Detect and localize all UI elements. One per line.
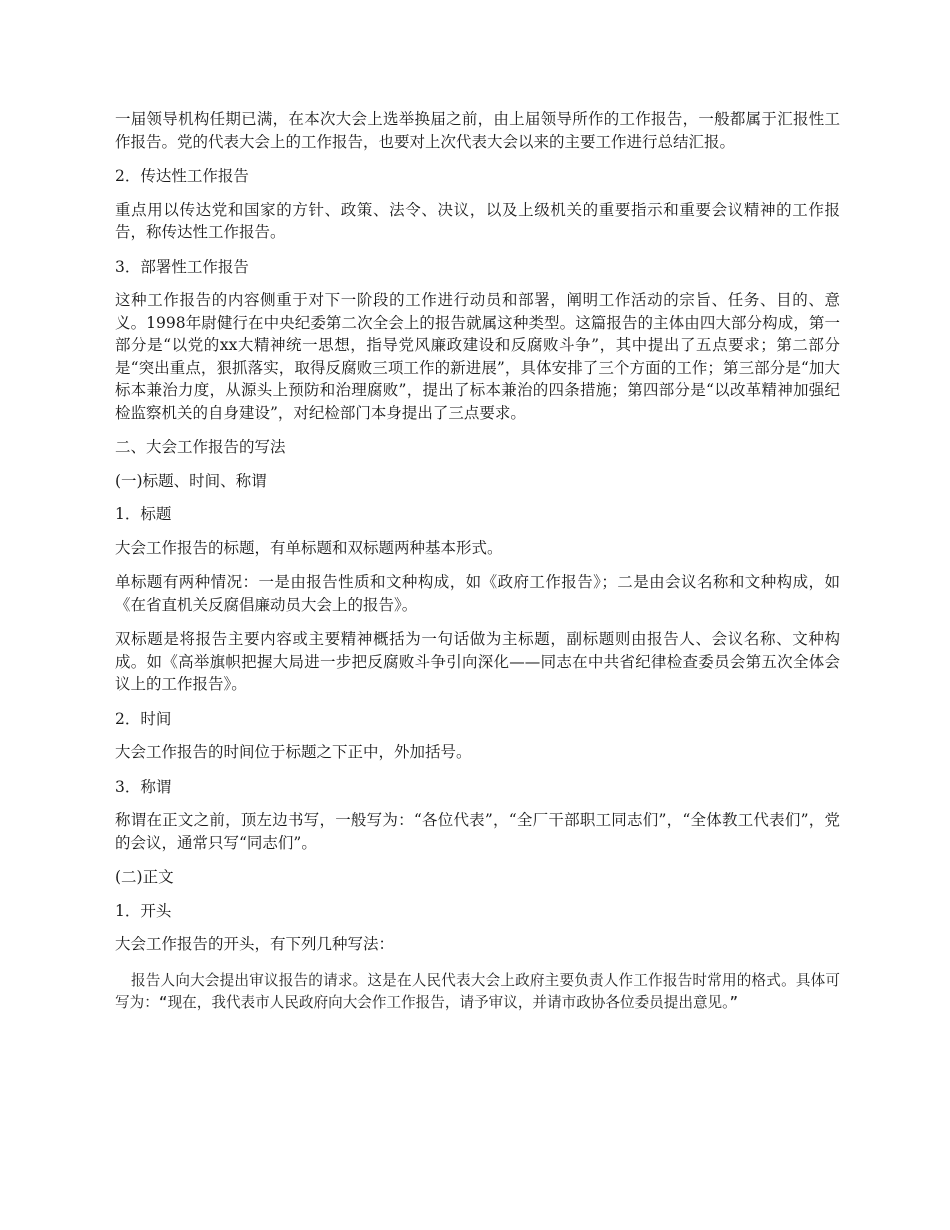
paragraph-double-title: 双标题是将报告主要内容或主要精神概括为一句话做为主标题，副标题则由报告人、会议名称、文种构成。如《高举旗帜把握大局进一步把反腐败斗争引向深化——同志在中共省纪律检查委员会第五次全体会议上的工作报告》。 — [115, 630, 840, 693]
heading-main-body: (二)正文 — [115, 868, 174, 886]
document-page — [115, 108, 840, 1026]
heading-title: 1．标题 — [115, 505, 172, 523]
heading-deployment-report: 3．部署性工作报告 — [115, 257, 249, 276]
paragraph-single-title: 单标题有两种情况：一是由报告性质和文种构成，如《政府工作报告》；二是由会议名称和文种构成，如《在省直机关反腐倡廉动员大会上的报告》。 — [115, 573, 840, 614]
heading-writing-method: 二、大会工作报告的写法 — [115, 438, 286, 456]
paragraph-opening-example: 报告人向大会提出审议报告的请求。这是在人民代表大会上政府主要负责人作工作报告时常用的格式。具体可写为：“现在，我代表市人民政府向大会作工作报告，请予审议，并请市政协各位委员提出意见。” — [115, 971, 840, 1011]
paragraph-time: 大会工作报告的时间位于标题之下正中，外加括号。 — [115, 743, 472, 761]
paragraph-salutation: 称谓在正文之前，顶左边书写，一般写为：“各位代表”，“全厂干部职工同志们”，“全体教工代表们”，党的会议，通常只写“同志们”。 — [115, 811, 840, 852]
heading-opening: 1．开头 — [115, 901, 172, 920]
paragraph-opening-methods: 大会工作报告的开头，有下列几种写法： — [115, 935, 395, 953]
paragraph-conveying-report: 重点用以传达党和国家的方针、政策、法令、决议，以及上级机关的重要指示和重要会议精神的工作报告，称传达性工作报告。 — [115, 200, 840, 241]
paragraph-deployment-report: 这种工作报告的内容侧重于对下一阶段的工作进行动员和部署，阐明工作活动的宗旨、任务、目的、意义。1998年尉健行在中央纪委第二次全会上的报告就属这种类型。这篇报告的主体由四大部分构成，第一部分是“以党的xx大精神统一思想，指导党风廉政建设和反腐败斗争”，其中提出了五点要求；第二部分是“突出重点，狠抓落实，取得反腐败三项工作的新进展”，具体安排了三个方面的工作；第三部分是“加大标本兼治力度，从源头上预防和治理腐败”，提出了标本兼治的四条措施；第四部分是“以改革精神加强纪检监察机关的自身建设”，对纪检部门本身提出了三点要求。 — [115, 291, 840, 422]
paragraph-title-forms: 大会工作报告的标题，有单标题和双标题两种基本形式。 — [115, 538, 503, 557]
heading-title-time-salutation: (一)标题、时间、称谓 — [115, 471, 267, 490]
heading-salutation: 3．称谓 — [115, 777, 172, 796]
heading-conveying-report: 2．传达性工作报告 — [115, 167, 249, 185]
heading-time: 2．时间 — [115, 709, 172, 728]
paragraph-report-summary: 一届领导机构任期已满，在本次大会上选举换届之前，由上届领导所作的工作报告，一般都属于汇报性工作报告。党的代表大会上的工作报告，也要对上次代表大会以来的主要工作进行总结汇报。 — [115, 110, 840, 151]
